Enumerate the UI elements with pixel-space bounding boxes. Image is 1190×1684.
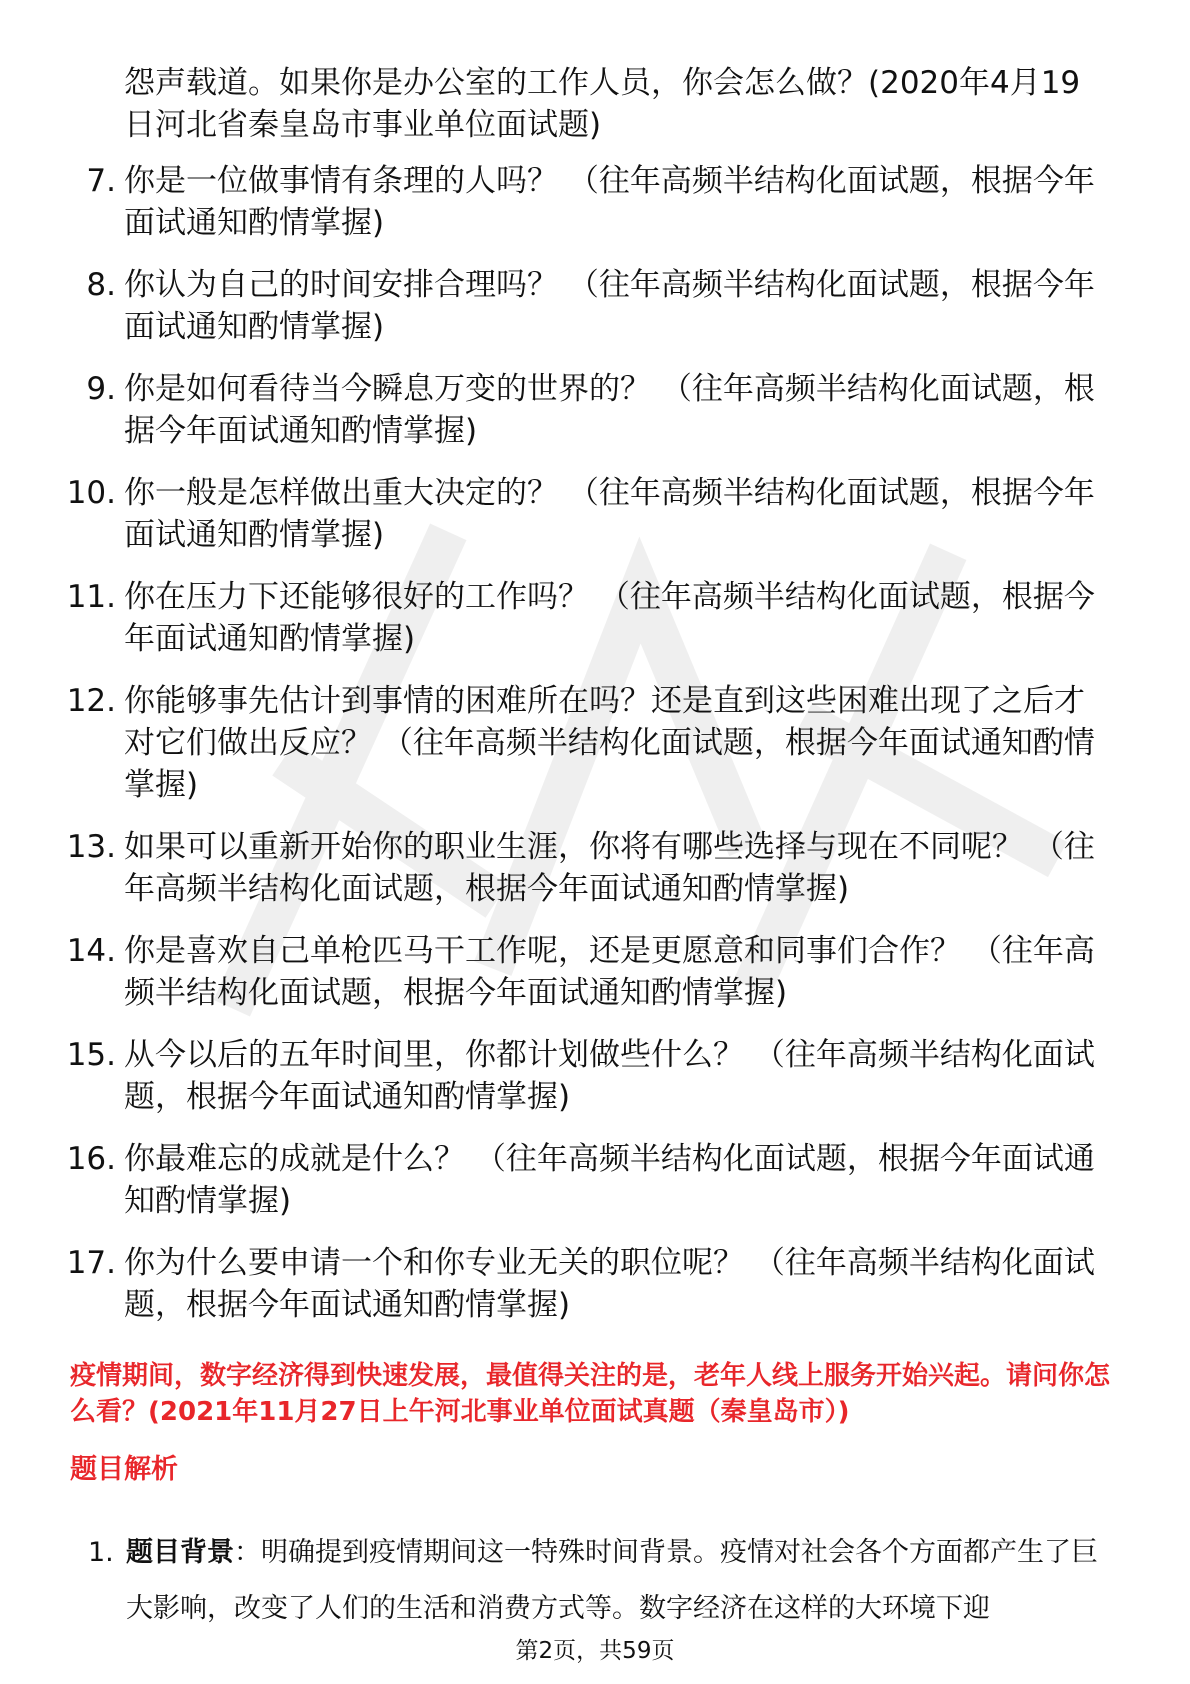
question-item [56,930,1106,1014]
question-number: 16. [66,1141,116,1177]
question-text: 你是喜欢自己单枪匹马干工作呢，还是更愿意和同事们合作？ （往年高频半结构化面试题，根据今年面试通知酌情掌握) [124,933,1095,1011]
question-item [56,264,1106,348]
question-text: 你为什么要申请一个和你专业无关的职位呢？ （往年高频半结构化面试题，根据今年面试通知酌情掌握) [124,1245,1095,1323]
question-text: 你最难忘的成就是什么？ （往年高频半结构化面试题，根据今年面试通知酌情掌握) [124,1141,1095,1219]
analysis-heading: 题目解析 [70,1454,178,1485]
question-item [56,368,1106,452]
question-number: 15. [66,1037,116,1073]
question-item [56,680,1106,806]
question-item [56,576,1106,660]
question-number: 7. [86,163,116,199]
analysis-list [70,1525,1120,1637]
question-item [56,1242,1106,1326]
question-number: 11. [66,579,116,615]
analysis-label: 题目背景 [126,1537,234,1568]
featured-question: 疫情期间，数字经济得到快速发展，最值得关注的是，老年人线上服务开始兴起。请问你怎么看？(2021年11月27日上午河北事业单位面试真题（秦皇岛市）) [70,1361,1111,1427]
question-text: 你在压力下还能够很好的工作吗？ （往年高频半结构化面试题，根据今年面试通知酌情掌握) [124,579,1095,657]
question-text: 你是一位做事情有条理的人吗？ （往年高频半结构化面试题，根据今年面试通知酌情掌握) [124,163,1095,241]
question-text: 你一般是怎样做出重大决定的？ （往年高频半结构化面试题，根据今年面试通知酌情掌握) [124,475,1095,553]
question-number: 13. [66,829,116,865]
question-text: 从今以后的五年时间里，你都计划做些什么？ （往年高频半结构化面试题，根据今年面试通知酌情掌握) [124,1037,1095,1115]
question-number: 12. [66,683,116,719]
question-item [56,1034,1106,1118]
question-item [56,160,1106,244]
question-item [56,1138,1106,1222]
question-text: 如果可以重新开始你的职业生涯，你将有哪些选择与现在不同呢？ （往年高频半结构化面试题，根据今年面试通知酌情掌握) [124,829,1095,907]
question-list [56,160,1106,1346]
question-number: 8. [86,267,116,303]
question-number: 14. [66,933,116,969]
question-number: 9. [86,371,116,407]
analysis-text: 明确提到疫情期间这一特殊时间背景。疫情对社会各个方面都产生了巨大影响，改变了人们的生活和消费方式等。数字经济在这样的大环境下迎 [126,1537,1098,1624]
question-text: 你认为自己的时间安排合理吗？ （往年高频半结构化面试题，根据今年面试通知酌情掌握) [124,267,1095,345]
continued-question-text: 怨声载道。如果你是办公室的工作人员，你会怎么做？(2020年4月19日河北省秦皇岛市事业单位面试题) [124,65,1081,143]
page-footer: 第2页，共59页 [515,1638,675,1664]
analysis-item [70,1525,1120,1637]
question-number: 17. [66,1245,116,1281]
analysis-separator: ： [234,1537,261,1568]
question-item [56,826,1106,910]
analysis-number: 1. [88,1537,114,1568]
question-number: 10. [66,475,116,511]
question-item [56,472,1106,556]
question-text: 你是如何看待当今瞬息万变的世界的？ （往年高频半结构化面试题，根据今年面试通知酌情掌握) [124,371,1095,449]
question-text: 你能够事先估计到事情的困难所在吗？还是直到这些困难出现了之后才对它们做出反应？ （往年高频半结构化面试题，根据今年面试通知酌情掌握) [124,683,1095,803]
